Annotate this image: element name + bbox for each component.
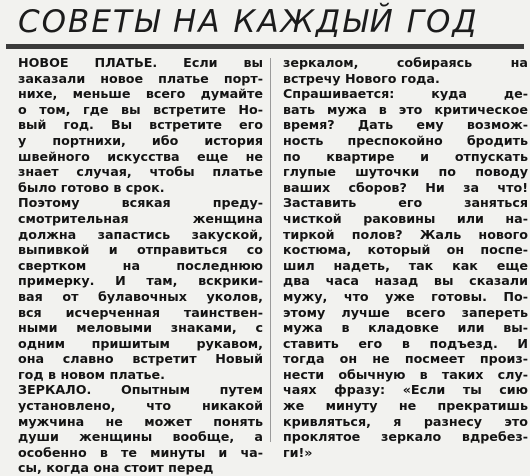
text-line: Спрашивается: куда де- bbox=[283, 86, 528, 102]
text-line: встречу Нового года. bbox=[283, 70, 440, 86]
text-line: этому лучше всего запереть bbox=[283, 304, 528, 320]
text-line: же минуту не прекратишь bbox=[283, 398, 528, 414]
text-line: швейного искусства еще не bbox=[18, 148, 263, 164]
text-line: знает случая, чтобы платье bbox=[18, 164, 263, 180]
text-line: было готово в срок. bbox=[18, 179, 165, 195]
text-line: ставить его в подъезд. И bbox=[283, 335, 528, 351]
text-line: год в новом платье. bbox=[18, 366, 165, 382]
text-line: сы, когда она стоит перед bbox=[18, 460, 214, 476]
text-line: особенно в те минуты и ча- bbox=[18, 444, 263, 460]
text-line: нихе, меньше всего думайте bbox=[18, 86, 263, 102]
text-line: по квартире и отпускать bbox=[283, 148, 528, 164]
text-line: смотрительная женщина bbox=[18, 210, 263, 226]
text-line: шил надеть, так как еще bbox=[283, 257, 528, 273]
text-line: кривляться, я разнесу это bbox=[283, 413, 528, 429]
text-line: Заставить его заняться bbox=[283, 195, 528, 211]
text-line: НОВОЕ ПЛАТЬЕ. Если вы bbox=[18, 55, 263, 70]
text-line: одним пришитым рукавом, bbox=[18, 335, 263, 351]
text-line: ность преспокойно бродить bbox=[283, 132, 528, 148]
text-line: глупые шуточки по поводу bbox=[283, 164, 528, 180]
text-line: о том, где вы встретите Но- bbox=[18, 101, 263, 117]
text-line: время? Дать ему возмож- bbox=[283, 117, 528, 133]
article-title: СОВЕТЫ НА КАЖДЫЙ ГОД bbox=[18, 4, 479, 40]
text-line: чисткой раковины или на- bbox=[283, 210, 528, 226]
title-rule bbox=[6, 44, 524, 49]
text-line: примерку. И там, вскрики- bbox=[18, 273, 263, 289]
text-line: вая от булавочных уколов, bbox=[18, 288, 263, 304]
text-line: вать мужа в это критическое bbox=[283, 101, 528, 117]
text-line: два часа назад вы сказали bbox=[283, 273, 528, 289]
text-line: нести обычную в таких слу- bbox=[283, 366, 528, 382]
text-line: должна запастись закуской, bbox=[18, 226, 263, 242]
text-line: чаях фразу: «Если ты сию bbox=[283, 382, 528, 398]
text-line: тиркой полов? Жаль нового bbox=[283, 226, 528, 242]
text-line: ными меловыми знаками, с bbox=[18, 320, 263, 336]
text-line: зеркалом, собираясь на bbox=[283, 55, 528, 70]
text-line: мужа в кладовке или вы- bbox=[283, 320, 528, 336]
text-line: заказали новое платье порт- bbox=[18, 70, 263, 86]
text-line: ваших сборов? Ни за что! bbox=[283, 179, 528, 195]
text-line: у портнихи, ибо история bbox=[18, 132, 263, 148]
text-line: свертком на последнюю bbox=[18, 257, 263, 273]
text-line: выпивкой и отправиться со bbox=[18, 242, 263, 258]
text-line: души женщины вообще, а bbox=[18, 429, 263, 445]
text-line: вся исчерченная таинствен- bbox=[18, 304, 263, 320]
text-line: Поэтому всякая преду- bbox=[18, 195, 263, 211]
text-line: вый год. Вы встретите его bbox=[18, 117, 263, 133]
column-divider bbox=[270, 58, 271, 442]
left-column bbox=[18, 55, 263, 476]
text-line: установлено, что никакой bbox=[18, 398, 263, 414]
text-line: ЗЕРКАЛО. Опытным путем bbox=[18, 382, 263, 398]
text-line: тогда он не посмеет произ- bbox=[283, 351, 528, 367]
text-line: она славно встретит Новый bbox=[18, 351, 263, 367]
text-line: мужчина не может понять bbox=[18, 413, 263, 429]
text-line: проклятое зеркало вдребез- bbox=[283, 429, 528, 445]
right-column bbox=[283, 55, 528, 460]
text-line: ги!» bbox=[283, 444, 313, 460]
text-line: мужу, что уже готовы. По- bbox=[283, 288, 528, 304]
text-line: костюма, который он поспе- bbox=[283, 242, 528, 258]
